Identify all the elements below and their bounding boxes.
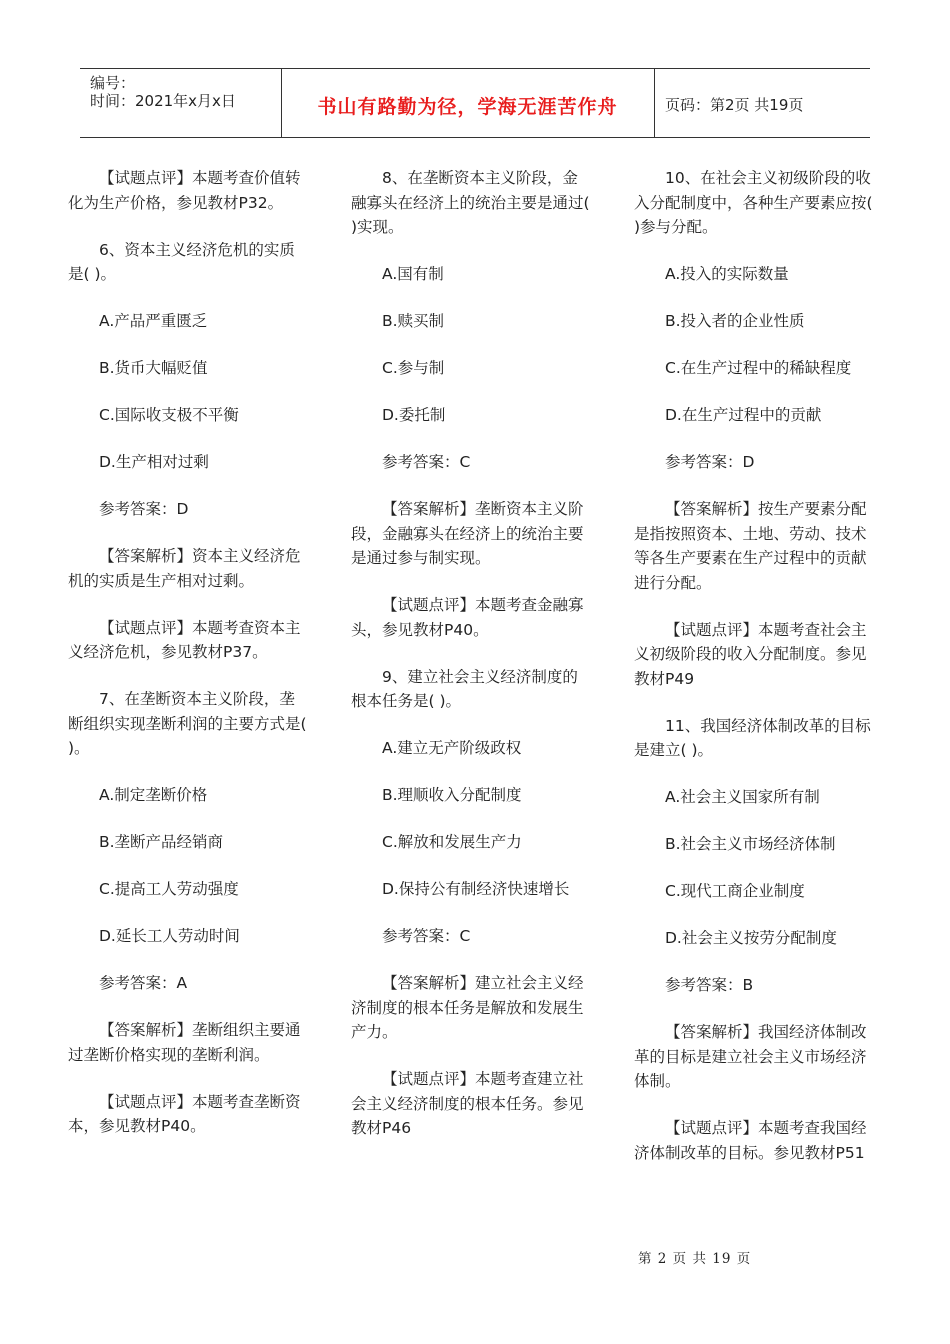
text-column-3 (634, 166, 874, 1188)
answer-option: A.制定垄断价格 (99, 786, 208, 804)
explanation-paragraph: 【试题点评】本题考查建立社会主义经济制度的根本任务。参见教材P46 (351, 1070, 584, 1137)
answer-option: C.在生产过程中的稀缺程度 (665, 359, 852, 377)
explanation-paragraph: 【试题点评】本题考查我国经济体制改革的目标。参见教材P51 (634, 1119, 867, 1162)
question-text: 11、我国经济体制改革的目标是建立( )。 (634, 716, 871, 759)
answer-option: B.垄断产品经销商 (99, 833, 224, 851)
answer-option: C.提高工人劳动强度 (99, 880, 239, 898)
answer-option: D.保持公有制经济快速增长 (382, 880, 570, 898)
explanation-paragraph: 【试题点评】本题考查垄断资本，参见教材P40。 (68, 1092, 301, 1135)
page-indicator: 页码：第2页 共19页 (665, 96, 804, 114)
question-text: 8、在垄断资本主义阶段，金融寡头在经济上的统治主要是通过( )实现。 (351, 169, 590, 236)
reference-answer: 参考答案：C (382, 453, 471, 471)
answer-option: D.社会主义按劳分配制度 (665, 929, 837, 947)
motto: 书山有路勤为径，学海无涯苦作舟 (317, 96, 618, 118)
answer-option: A.建立无产阶级政权 (382, 739, 522, 757)
reference-answer: 参考答案：C (382, 927, 471, 945)
document-number: 编号： (90, 74, 136, 92)
header-right-cell (655, 69, 870, 137)
explanation-paragraph: 【试题点评】本题考查资本主义经济危机，参见教材P37。 (68, 618, 301, 661)
question-text: 6、资本主义经济危机的实质是( )。 (68, 240, 295, 283)
answer-option: A.国有制 (382, 265, 444, 283)
answer-option: D.延长工人劳动时间 (99, 927, 240, 945)
explanation-paragraph: 【答案解析】建立社会主义经济制度的根本任务是解放和发展生产力。 (351, 974, 584, 1041)
answer-option: B.赎买制 (382, 312, 445, 330)
page-header (80, 68, 870, 138)
answer-option: A.社会主义国家所有制 (665, 788, 820, 806)
answer-option: C.国际收支极不平衡 (99, 406, 239, 424)
answer-option: A.投入的实际数量 (665, 265, 789, 283)
text-column-1 (68, 166, 308, 1161)
explanation-paragraph: 【试题点评】本题考查金融寡头，参见教材P40。 (351, 596, 584, 639)
explanation-paragraph: 【试题点评】本题考查价值转化为生产价格，参见教材P32。 (68, 169, 301, 212)
answer-option: C.解放和发展生产力 (382, 833, 522, 851)
reference-answer: 参考答案：D (665, 453, 755, 471)
text-column-2 (351, 166, 591, 1163)
answer-option: C.参与制 (382, 359, 445, 377)
explanation-paragraph: 【答案解析】资本主义经济危机的实质是生产相对过剩。 (68, 547, 301, 590)
answer-option: C.现代工商企业制度 (665, 882, 805, 900)
explanation-paragraph: 【答案解析】垄断组织主要通过垄断价格实现的垄断利润。 (68, 1021, 301, 1064)
question-text: 7、在垄断资本主义阶段，垄断组织实现垄断利润的主要方式是( )。 (68, 690, 307, 757)
answer-option: D.生产相对过剩 (99, 453, 209, 471)
answer-option: A.产品严重匮乏 (99, 312, 208, 330)
explanation-paragraph: 【答案解析】按生产要素分配是指按照资本、土地、劳动、技术等各生产要素在生产过程中的贡献进行分配。 (634, 500, 867, 592)
answer-option: B.社会主义市场经济体制 (665, 835, 836, 853)
answer-option: B.货币大幅贬值 (99, 359, 208, 377)
explanation-paragraph: 【答案解析】垄断资本主义阶段，金融寡头在经济上的统治主要是通过参与制实现。 (351, 500, 584, 567)
question-text: 9、建立社会主义经济制度的根本任务是( )。 (351, 667, 578, 710)
answer-option: B.投入者的企业性质 (665, 312, 805, 330)
question-text: 10、在社会主义初级阶段的收入分配制度中，各种生产要素应按( )参与分配。 (634, 169, 873, 236)
header-left-cell (80, 69, 282, 137)
reference-answer: 参考答案：A (99, 974, 188, 992)
footer-page-number: 第 2 页 共 19 页 (638, 1251, 752, 1267)
document-date: 时间：2021年x月x日 (90, 92, 236, 110)
reference-answer: 参考答案：D (99, 500, 189, 518)
reference-answer: 参考答案：B (665, 976, 754, 994)
answer-option: D.在生产过程中的贡献 (665, 406, 822, 424)
answer-option: B.理顺收入分配制度 (382, 786, 522, 804)
header-motto-cell (281, 69, 655, 137)
explanation-paragraph: 【试题点评】本题考查社会主义初级阶段的收入分配制度。参见教材P49 (634, 620, 867, 688)
explanation-paragraph: 【答案解析】我国经济体制改革的目标是建立社会主义市场经济体制。 (634, 1023, 867, 1090)
answer-option: D.委托制 (382, 406, 446, 424)
